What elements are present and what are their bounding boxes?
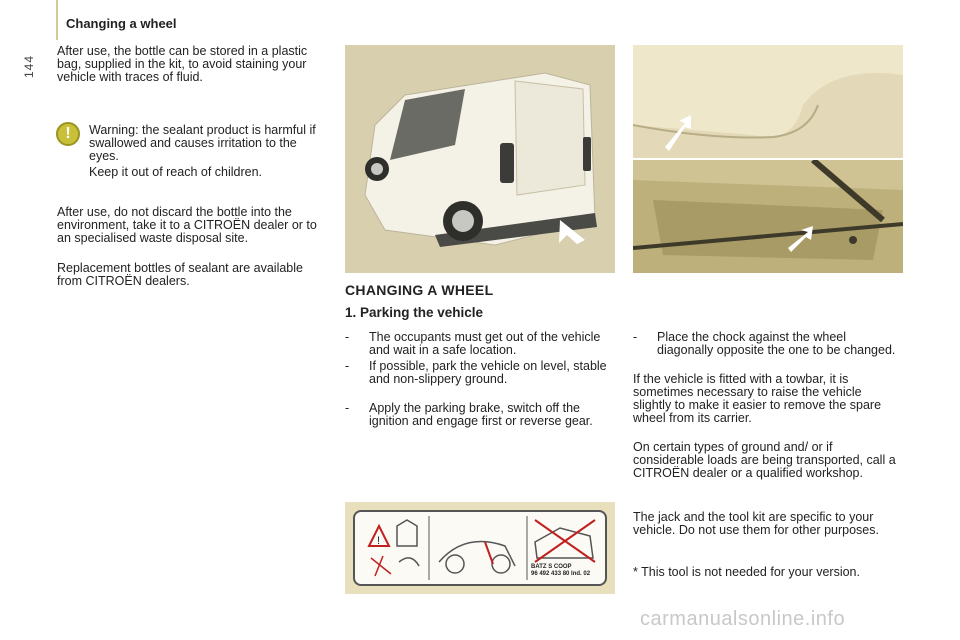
header-accent-bar [56,0,58,40]
heading-changing-wheel: CHANGING A WHEEL [345,282,494,298]
paragraph-ground: On certain types of ground and/ or if considerable loads are being transported, call a CITROËN dealer or a qualified workshop. [633,440,896,480]
watermark: carmanualsonline.info [640,608,846,630]
list-item-text: Place the chock against the wheel diagonally opposite the one to be changed. [657,330,896,357]
warning-text: Warning: the sealant product is harmful if swallowed and causes irritation to the eyes. [89,123,316,163]
list-item [633,331,901,357]
label-line-2: 96 492 433 80 Ind. 02 [531,571,591,577]
bullet-dash: - [345,359,350,373]
paragraph-disposal: After use, do not discard the bottle into the environment, take it to a CITROËN dealer or to an specialised waste disposal site. [57,205,317,245]
warning-text-children: Keep it out of reach of children. [89,165,263,179]
photo-spare-wheel-carrier [633,160,903,273]
carrier-illustration [633,160,903,273]
bullet-dash: - [345,401,350,415]
spare-wheel-illustration [633,45,903,158]
list-item [345,402,610,428]
page-number: 144 [22,54,36,78]
list-item [345,360,610,386]
warning-icon: ! [56,122,80,146]
photo-van-rear [345,45,615,273]
van-illustration [345,45,615,273]
label-line-1: BATZ S COOP [531,564,572,570]
paragraph-towbar: If the vehicle is fitted with a towbar, it is sometimes necessary to raise the vehicle slightly to make it easier to remove the spare wheel from its carrier. [633,372,882,425]
paragraph-replacement: Replacement bottles of sealant are available from CITROËN dealers. [57,261,303,288]
paragraph-jack: The jack and the tool kit are specific to your vehicle. Do not use them for other purposes. [633,510,879,537]
list-item-text: If possible, park the vehicle on level, stable and non-slippery ground. [369,359,607,386]
warning-label-image [345,502,615,594]
bullet-dash: - [633,330,638,344]
bullet-dash: - [345,330,350,344]
list-item [345,331,610,357]
section-title: Changing a wheel [66,16,177,31]
list-item-text: Apply the parking brake, switch off the ignition and engage first or reverse gear. [369,401,593,428]
paragraph-storage: After use, the bottle can be stored in a plastic bag, supplied in the kit, to avoid staining your vehicle with traces of fluid. [57,44,308,84]
svg-text:!: ! [377,535,381,547]
label-frame [353,510,607,586]
footnote: * This tool is not needed for your version. [633,565,860,579]
label-maker-text [531,564,590,578]
list-item-text: The occupants must get out of the vehicle and wait in a safe location. [369,330,601,357]
subheading-parking: 1. Parking the vehicle [345,305,484,320]
photo-spare-wheel-top [633,45,903,158]
